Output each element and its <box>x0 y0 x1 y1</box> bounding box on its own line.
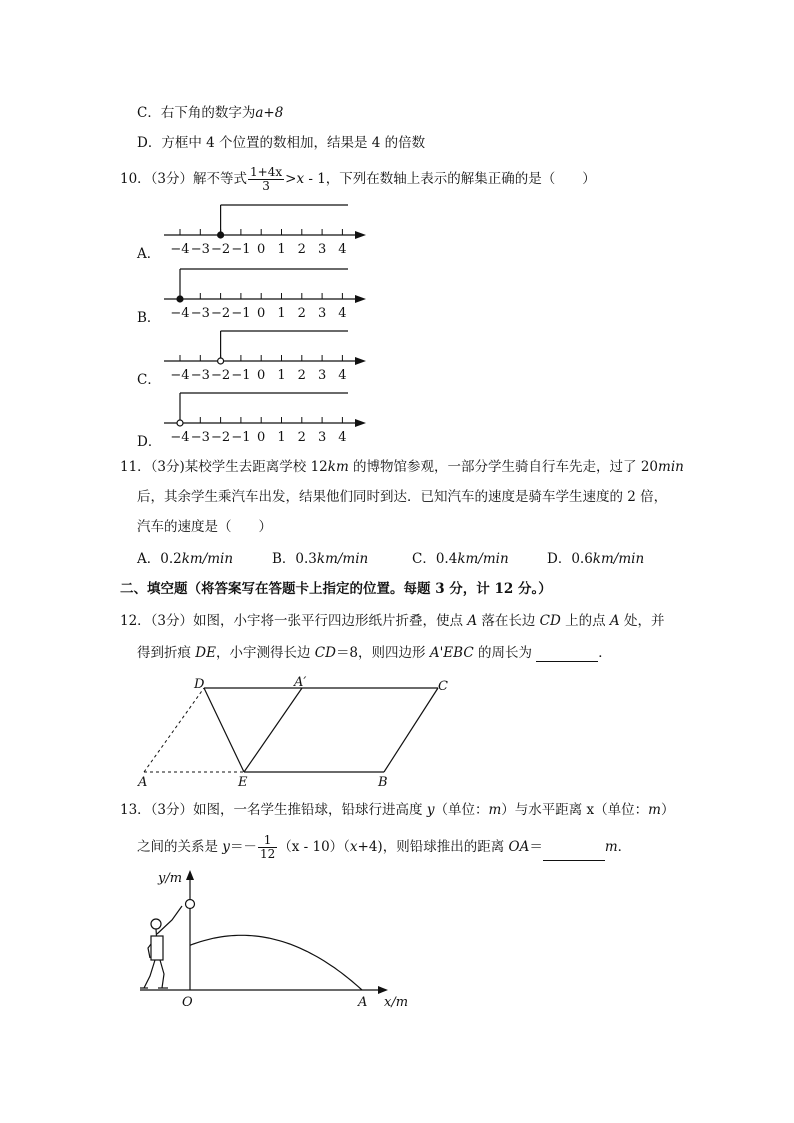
q11-option-a <box>137 550 233 568</box>
tick-label: −1 <box>231 306 251 321</box>
q13-var-x: x <box>349 839 358 855</box>
tick-label: −2 <box>211 242 231 257</box>
endpoint-dot <box>177 420 183 426</box>
q13-line1-c: ）与水平距离 x（单位： <box>501 802 649 818</box>
tick-label: −1 <box>231 430 251 445</box>
axis-arrow <box>355 295 366 303</box>
q12-point-a2: A <box>609 613 620 629</box>
q11-opt-d-unit: km/min <box>592 551 645 567</box>
q10-gt: > <box>285 171 297 187</box>
q12-quad: A'EBC <box>429 645 474 661</box>
tick-label: −3 <box>190 430 210 445</box>
q13-answer-blank[interactable] <box>543 846 605 861</box>
q12-label-b: B <box>378 775 388 790</box>
q13-label-a: A <box>358 995 368 1010</box>
q11-line3: 汽车的速度是（ ） <box>137 519 272 535</box>
q13-line2 <box>137 834 631 861</box>
q10-option-c-number-line <box>160 326 380 388</box>
tick-label: −1 <box>231 242 251 257</box>
axis-arrow <box>355 419 366 427</box>
q11-unit-min: min <box>658 459 684 475</box>
q12-line2-c: ＝8，则四边形 <box>335 645 430 661</box>
tick-label: −1 <box>231 368 251 383</box>
q13-student-figure <box>140 906 182 988</box>
tick-label: 4 <box>338 306 347 321</box>
tick-label: 4 <box>338 242 347 257</box>
q11-unit-km: km <box>327 459 349 475</box>
q11-option-c <box>412 550 509 568</box>
q13-line1 <box>120 801 674 819</box>
q12-line1-d: 处，并 <box>619 613 665 629</box>
q13-label-x: x/m <box>384 995 409 1010</box>
q11-opt-a-label: A．0.2 <box>137 551 182 567</box>
q12-line1-a: 12．（3分）如图，小宇将一张平行四边形纸片折叠，使点 <box>120 613 468 629</box>
q11-opt-a-unit: km/min <box>181 551 234 567</box>
q12-line1-c: 上的点 <box>560 613 610 629</box>
q13-line1-a: 13．（3分）如图，一名学生推铅球，铅球行进高度 <box>120 802 427 818</box>
q11-line1-b: 的博物馆参观，一部分学生骑自行车先走，过了 20 <box>348 459 659 475</box>
q13-unit-m2: m <box>648 802 661 818</box>
tick-label: 1 <box>277 306 286 321</box>
endpoint-dot <box>218 232 224 238</box>
tick-label: 1 <box>277 368 286 383</box>
q12-label-c: C <box>438 679 448 694</box>
q13-label-y: y/m <box>158 871 183 886</box>
q10-option-d-number-line <box>160 388 380 450</box>
q11-line2: 后，其余学生乘汽车出发，结果他们同时到达．已知汽车的速度是骑车学生速度的 2 倍， <box>137 489 668 505</box>
tick-label: −4 <box>170 242 190 257</box>
q11-opt-c-label: C．0.4 <box>412 551 458 567</box>
tick-label: −4 <box>170 430 190 445</box>
q12-line1-b: 落在长边 <box>477 613 540 629</box>
tick-label: 2 <box>297 306 306 321</box>
tick-label: 2 <box>297 242 306 257</box>
q13-unit-answer: m <box>604 839 618 855</box>
tick-label: 3 <box>317 430 327 445</box>
tick-label: 2 <box>297 430 306 445</box>
q9-option-d: D．方框中 4 个位置的数相加，结果是 4 的倍数 <box>137 135 426 151</box>
q12-side-cd: CD <box>539 613 561 629</box>
q9-option-c-text: C．右下角的数字为 <box>137 105 256 121</box>
tick-label: 3 <box>317 242 327 257</box>
q10-prefix: 10．（3分）解不等式 <box>120 171 248 187</box>
q9-option-c-expr: a+8 <box>255 105 284 121</box>
endpoint-dot <box>177 296 183 302</box>
tick-label: 0 <box>257 430 266 445</box>
q11-option-b <box>272 550 368 568</box>
tick-label: −2 <box>211 430 231 445</box>
q10-fraction <box>248 166 284 193</box>
q13-shot-ball <box>186 900 195 909</box>
tick-label: −4 <box>170 368 190 383</box>
endpoint-dot <box>218 358 224 364</box>
q12-answer-blank[interactable] <box>536 647 598 662</box>
q12-line2 <box>137 644 612 662</box>
q13-fraction <box>258 834 277 861</box>
q13-line1-b: （单位： <box>434 802 489 818</box>
tick-label: −2 <box>211 306 231 321</box>
q13-oa: OA <box>508 839 530 855</box>
tick-label: −3 <box>190 242 210 257</box>
q12-parallelogram-figure <box>136 675 456 790</box>
q11-opt-d-label: D．0.6 <box>547 551 593 567</box>
q13-frac-den: 12 <box>259 847 276 861</box>
q9-option-c <box>137 104 283 122</box>
q12-side-cd2: CD <box>314 645 336 661</box>
q13-shotput-figure <box>136 866 426 1016</box>
q12-label-e: E <box>238 775 248 790</box>
tick-label: 0 <box>257 368 266 383</box>
q10-option-a-label[interactable]: A． <box>137 246 161 262</box>
q13-line2-e: ＝ <box>529 839 543 855</box>
q12-line2-e: ． <box>598 645 612 661</box>
section2-heading <box>120 580 552 598</box>
q10-option-d-label[interactable]: D． <box>137 434 162 450</box>
section2-note: （将答案写在答题卡上指定的位置。每题 3 分，计 12 分。） <box>187 581 552 597</box>
q12-label-d: D <box>194 677 205 692</box>
section2-title: 二、填空题 <box>120 581 188 597</box>
q13-frac-num: 1 <box>258 834 277 848</box>
q12-line2-a: 得到折痕 <box>137 645 196 661</box>
tick-label: −3 <box>190 306 210 321</box>
tick-label: 3 <box>317 368 327 383</box>
q10-option-b-number-line <box>160 264 380 326</box>
tick-label: −2 <box>211 368 231 383</box>
q13-line2-g: ． <box>617 839 632 855</box>
tick-label: 3 <box>317 306 327 321</box>
tick-label: 0 <box>257 242 266 257</box>
q12-line2-d: 的周长为 <box>473 645 532 661</box>
q10-option-a-number-line <box>160 200 380 262</box>
q13-var-y2: y <box>222 839 230 855</box>
tick-label: 1 <box>277 430 286 445</box>
q10-frac-den: 3 <box>262 179 270 193</box>
q10-stem <box>120 166 596 193</box>
q12-crease-de: DE <box>195 645 216 661</box>
q13-var-y: y <box>426 802 435 818</box>
q12-line1 <box>120 612 664 630</box>
q10-option-c-label[interactable]: C． <box>137 372 161 388</box>
tick-label: 1 <box>277 242 286 257</box>
q11-opt-c-unit: km/min <box>457 551 509 567</box>
q13-unit-m: m <box>488 802 502 818</box>
q12-line2-b: ，小宇测得长边 <box>215 645 315 661</box>
q10-rest: - 1，下列在数轴上表示的解集正确的是（ ） <box>304 171 596 187</box>
q13-line2-a: 之间的关系是 <box>137 839 223 855</box>
tick-label: 2 <box>297 368 306 383</box>
q11-line1-a: 11．（3分)某校学生去距离学校 12 <box>120 459 328 475</box>
q11-line1 <box>120 458 684 476</box>
q13-line2-d: +4)，则铅球推出的距离 <box>357 839 509 855</box>
q10-option-b-label[interactable]: B． <box>137 310 161 326</box>
q10-frac-num: 1+4x <box>250 165 283 179</box>
q13-label-o: O <box>182 995 193 1010</box>
q13-line2-c: （x - 10）（ <box>278 839 350 855</box>
tick-label: −3 <box>190 368 210 383</box>
q12-label-a: A <box>138 775 148 790</box>
axis-arrow <box>355 357 366 365</box>
q13-line2-b: ＝－ <box>229 839 257 855</box>
tick-label: 4 <box>338 430 347 445</box>
tick-label: 4 <box>338 368 347 383</box>
axis-arrow <box>355 231 366 239</box>
q11-option-d <box>547 550 644 568</box>
q12-label-a1: A′ <box>294 675 307 690</box>
tick-label: 0 <box>257 306 266 321</box>
q10-var-x: x <box>296 171 305 187</box>
q13-line1-d: ） <box>660 802 675 818</box>
q11-opt-b-unit: km/min <box>316 551 369 567</box>
q12-point-a: A <box>467 613 478 629</box>
tick-label: −4 <box>170 306 190 321</box>
q13-trajectory-curve <box>190 935 362 990</box>
q11-opt-b-label: B．0.3 <box>272 551 317 567</box>
